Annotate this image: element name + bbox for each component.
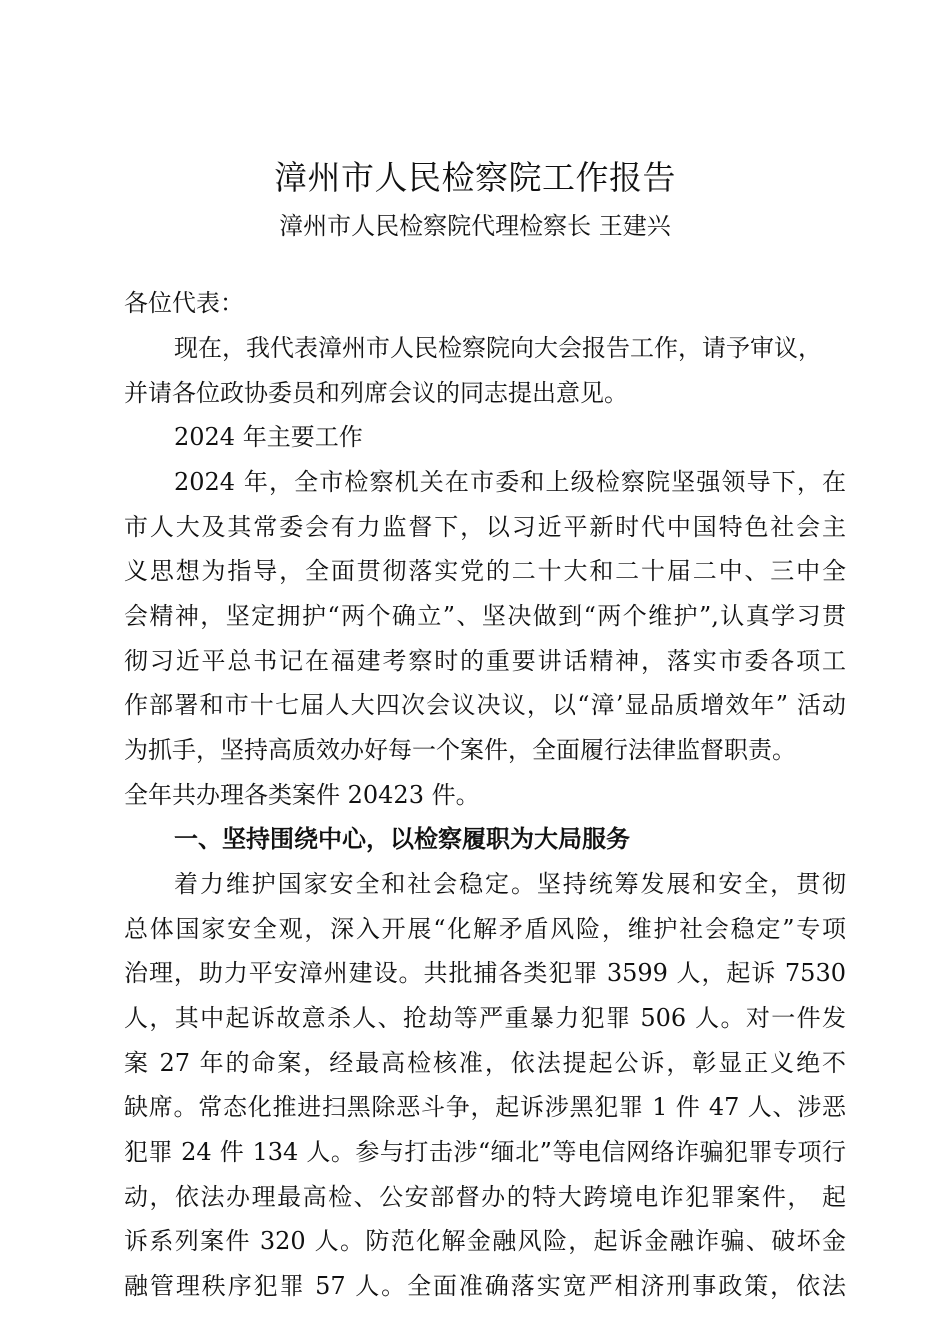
section-heading: 2024 年主要工作 (174, 423, 363, 451)
paragraph-line: 缺席。常态化推进扫黑除恶斗争，起诉涉黑犯罪 1 件 47 人、涉恶 (124, 1093, 846, 1121)
paragraph-line: 犯罪 24 件 134 人。参与打击涉“缅北”等电信网络诈骗犯罪专项行 (124, 1138, 846, 1166)
paragraph-line: 市人大及其常委会有力监督下，以习近平新时代中国特色社会主 (124, 513, 846, 541)
paragraph-line: 义思想为指导，全面贯彻落实党的二十大和二十届二中、三中全 (124, 557, 846, 585)
intro-line: 现在，我代表漳州市人民检察院向大会报告工作，请予审议， (174, 334, 822, 362)
paragraph-line: 会精神，坚定拥护“两个确立”、坚决做到“两个维护”,认真学习贯 (124, 602, 846, 630)
intro-line: 并请各位政协委员和列席会议的同志提出意见。 (124, 379, 628, 407)
paragraph-line: 人，其中起诉故意杀人、抢劫等严重暴力犯罪 506 人。对一件发 (124, 1004, 846, 1032)
paragraph-line: 总体国家安全观，深入开展“化解矛盾风险，维护社会稳定”专项 (124, 915, 846, 943)
paragraph-line: 诉系列案件 320 人。防范化解金融风险，起诉金融诈骗、破坏金 (124, 1227, 846, 1255)
paragraph-line: 案 27 年的命案，经最高检核准，依法提起公诉，彰显正义绝不 (124, 1049, 846, 1077)
paragraph-line: 作部署和市十七届人大四次会议决议，以“漳’显品质增效年” 活动 (124, 691, 846, 719)
report-title: 漳州市人民检察院工作报告 (274, 158, 676, 197)
salutation: 各位代表： (124, 289, 244, 317)
paragraph-line: 为抓手，坚持高质效办好每一个案件，全面履行法律监督职责。 (124, 736, 796, 764)
paragraph-line: 动，依法办理最高检、公安部督办的特大跨境电诈犯罪案件， 起 (124, 1183, 846, 1211)
subheading: 一、坚持围绕中心，以检察履职为大局服务 (174, 824, 630, 853)
paragraph-line: 全年共办理各类案件 20423 件。 (124, 781, 480, 809)
paragraph-line: 彻习近平总书记在福建考察时的重要讲话精神，落实市委各项工 (124, 647, 846, 675)
paragraph-line: 着力维护国家安全和社会稳定。坚持统筹发展和安全，贯彻 (174, 870, 846, 898)
paragraph-line: 2024 年，全市检察机关在市委和上级检察院坚强领导下，在 (174, 468, 846, 496)
report-author: 漳州市人民检察院代理检察长 王建兴 (279, 212, 671, 240)
paragraph-line: 治理，助力平安漳州建设。共批捕各类犯罪 3599 人，起诉 7530 (124, 959, 846, 987)
paragraph-line: 融管理秩序犯罪 57 人。全面准确落实宽严相济刑事政策，依法 (124, 1272, 846, 1300)
